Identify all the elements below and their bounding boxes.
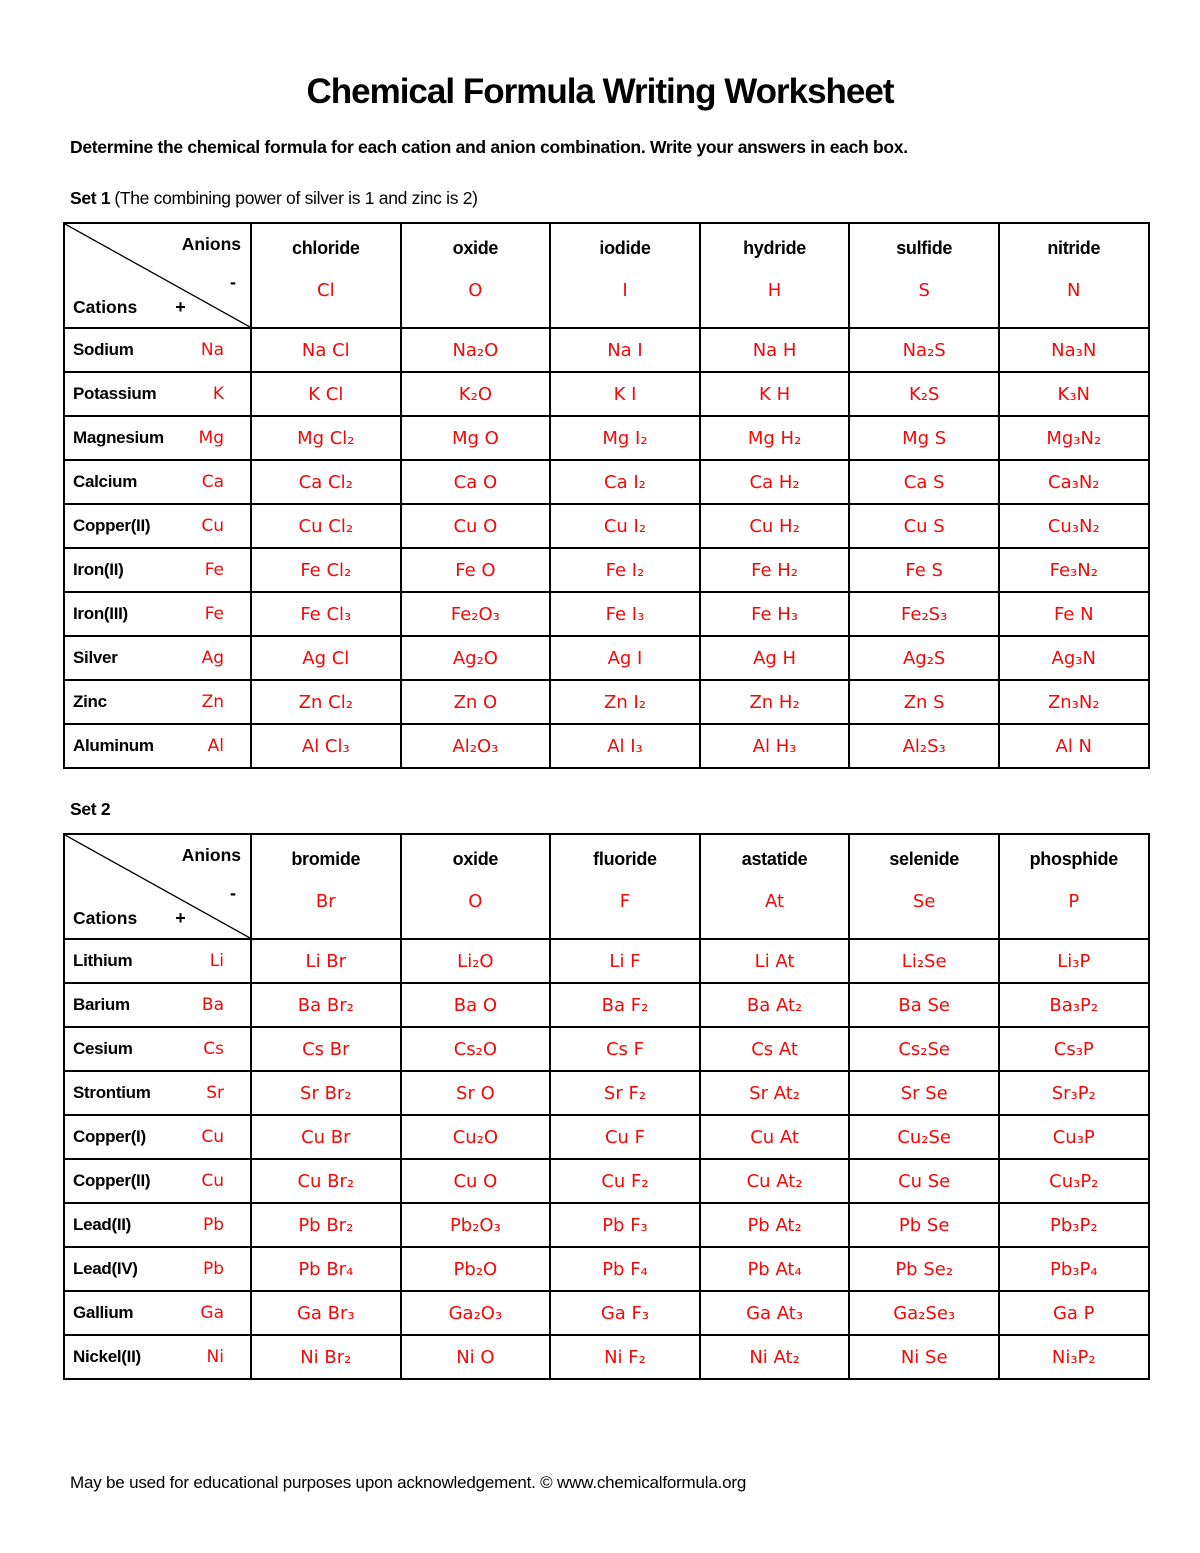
- table-row: [64, 328, 1149, 372]
- cation-symbol: Ga: [200, 1303, 224, 1323]
- cation-cell: [64, 1291, 251, 1335]
- cation-cell: [64, 460, 251, 504]
- formula-cell: Fe H₃: [700, 592, 850, 636]
- formula-cell: Zn O: [401, 680, 551, 724]
- formula-cell: Ni₃P₂: [999, 1335, 1149, 1379]
- formula-cell: Pb₂O: [401, 1247, 551, 1291]
- formula-cell: Ga At₃: [700, 1291, 850, 1335]
- table-row: [64, 460, 1149, 504]
- cation-name: Copper(II): [73, 1171, 151, 1190]
- cation-inner: [73, 340, 224, 360]
- table-row: [64, 1247, 1149, 1291]
- set-2-label: [70, 799, 1200, 820]
- cation-symbol: Ag: [201, 648, 224, 668]
- anion-name: iodide: [599, 238, 651, 258]
- cation-name: Copper(II): [73, 516, 151, 535]
- cation-symbol: Cu: [201, 516, 224, 536]
- formula-cell: Pb At₄: [700, 1247, 850, 1291]
- cation-cell: [64, 1115, 251, 1159]
- cation-cell: [64, 416, 251, 460]
- formula-cell: Li At: [700, 939, 850, 983]
- formula-cell: Fe Cl₃: [251, 592, 401, 636]
- footer-note: May be used for educational purposes upon acknowledgement. © www.chemicalformula.org: [70, 1473, 747, 1492]
- table-row: [64, 548, 1149, 592]
- formula-cell: Pb Br₂: [251, 1203, 401, 1247]
- formula-cell: Ba Br₂: [251, 983, 401, 1027]
- cation-cell: [64, 548, 251, 592]
- cation-symbol: Cu: [201, 1171, 224, 1191]
- cation-symbol: Li: [209, 951, 224, 971]
- set-1-label-text: Set 1: [70, 188, 111, 208]
- formula-cell: Zn H₂: [700, 680, 850, 724]
- formula-cell: Cu Br: [251, 1115, 401, 1159]
- cation-cell: [64, 983, 251, 1027]
- formula-cell: Zn I₂: [550, 680, 700, 724]
- formula-cell: Cu O: [401, 1159, 551, 1203]
- formula-cell: Ga P: [999, 1291, 1149, 1335]
- cation-name: Cesium: [73, 1039, 133, 1058]
- formula-cell: Ag I: [550, 636, 700, 680]
- cation-name: Sodium: [73, 340, 134, 359]
- table-row: [64, 1159, 1149, 1203]
- anion-header-cell: [550, 834, 700, 939]
- corner-plus-sign: +: [175, 297, 186, 317]
- formula-cell: Sr Se: [849, 1071, 999, 1115]
- anion-header-cell: [700, 223, 850, 328]
- formula-cell: Cs₂Se: [849, 1027, 999, 1071]
- formula-cell: Fe₃N₂: [999, 548, 1149, 592]
- table-row: [64, 1335, 1149, 1379]
- cation-cell: [64, 1159, 251, 1203]
- corner-minus-sign: -: [230, 883, 236, 903]
- cation-symbol: Ca: [201, 472, 224, 492]
- formula-cell: Ga₂Se₃: [849, 1291, 999, 1335]
- formula-cell: Ga F₃: [550, 1291, 700, 1335]
- formula-cell: Fe H₂: [700, 548, 850, 592]
- formula-cell: Ba At₂: [700, 983, 850, 1027]
- table-row: [64, 680, 1149, 724]
- formula-cell: Mg I₂: [550, 416, 700, 460]
- cation-inner: [73, 384, 224, 404]
- cation-symbol: Cu: [201, 1127, 224, 1147]
- cation-name: Silver: [73, 648, 118, 667]
- cation-inner: [73, 995, 224, 1015]
- corner-cations-text: Cations: [73, 908, 138, 928]
- cation-cell: [64, 680, 251, 724]
- anion-name: fluoride: [593, 849, 657, 869]
- anion-name: nitride: [1047, 238, 1101, 258]
- cation-inner: [73, 1215, 224, 1235]
- anion-symbol: S: [918, 280, 930, 301]
- set-2-label-text: Set 2: [70, 799, 111, 819]
- formula-cell: Cu Cl₂: [251, 504, 401, 548]
- formula-cell: Cu Se: [849, 1159, 999, 1203]
- cation-inner: [73, 736, 224, 756]
- formula-cell: Ba F₂: [550, 983, 700, 1027]
- cation-inner: [73, 472, 224, 492]
- formula-cell: Pb₂O₃: [401, 1203, 551, 1247]
- table-row: [64, 592, 1149, 636]
- anion-symbol: O: [468, 891, 483, 912]
- table-row: [64, 1071, 1149, 1115]
- anion-symbol: P: [1068, 891, 1080, 912]
- formula-cell: Fe I₂: [550, 548, 700, 592]
- formula-cell: Ca Cl₂: [251, 460, 401, 504]
- formula-cell: K₂S: [849, 372, 999, 416]
- cation-inner: [73, 516, 224, 536]
- cation-symbol: Cs: [203, 1039, 224, 1059]
- anion-header-cell: [999, 834, 1149, 939]
- anion-header-cell: [401, 223, 551, 328]
- cation-symbol: Pb: [202, 1215, 224, 1235]
- formula-cell: Li₃P: [999, 939, 1149, 983]
- formula-cell: Cu₂O: [401, 1115, 551, 1159]
- corner-minus-sign: -: [230, 272, 236, 292]
- formula-cell: Cu Br₂: [251, 1159, 401, 1203]
- cation-symbol: Mg: [198, 428, 224, 448]
- formula-cell: Pb F₄: [550, 1247, 700, 1291]
- formula-cell: Sr F₂: [550, 1071, 700, 1115]
- cation-inner: [73, 428, 224, 448]
- cation-symbol: Ni: [206, 1347, 224, 1367]
- cation-name: Copper(I): [73, 1127, 146, 1146]
- formula-cell: Cs At: [700, 1027, 850, 1071]
- cation-inner: [73, 1303, 224, 1323]
- anion-name: sulfide: [896, 238, 953, 258]
- cation-symbol: K: [212, 384, 224, 404]
- formula-cell: Fe O: [401, 548, 551, 592]
- anion-symbol: Cl: [317, 280, 335, 301]
- formula-cell: Al I₃: [550, 724, 700, 768]
- cation-symbol: Pb: [202, 1259, 224, 1279]
- cation-name: Calcium: [73, 472, 138, 491]
- formula-cell: Ca S: [849, 460, 999, 504]
- cation-symbol: Fe: [204, 560, 224, 580]
- formula-cell: Fe₂O₃: [401, 592, 551, 636]
- formula-cell: Ag₃N: [999, 636, 1149, 680]
- formula-cell: Mg O: [401, 416, 551, 460]
- table-row: [64, 504, 1149, 548]
- formula-cell: Mg S: [849, 416, 999, 460]
- formula-cell: Cu H₂: [700, 504, 850, 548]
- formula-cell: Cu F₂: [550, 1159, 700, 1203]
- formula-cell: Ag H: [700, 636, 850, 680]
- formula-cell: Fe₂S₃: [849, 592, 999, 636]
- formula-cell: Al₂O₃: [401, 724, 551, 768]
- formula-cell: Pb₃P₂: [999, 1203, 1149, 1247]
- formula-cell: Al Cl₃: [251, 724, 401, 768]
- formula-cell: Cu₂Se: [849, 1115, 999, 1159]
- table-row: [64, 1203, 1149, 1247]
- formula-cell: Zn₃N₂: [999, 680, 1149, 724]
- anion-symbol: Se: [912, 891, 936, 912]
- anion-name: oxide: [452, 849, 499, 869]
- formula-cell: Cu F: [550, 1115, 700, 1159]
- formula-cell: Cu₃N₂: [999, 504, 1149, 548]
- cation-name: Zinc: [73, 692, 107, 711]
- anion-symbol: I: [622, 280, 628, 301]
- formula-cell: Li₂Se: [849, 939, 999, 983]
- formula-cell: Ni Br₂: [251, 1335, 401, 1379]
- formula-cell: Ni At₂: [700, 1335, 850, 1379]
- set-1-label-note: (The combining power of silver is 1 and zinc is 2): [114, 188, 478, 208]
- formula-cell: Mg₃N₂: [999, 416, 1149, 460]
- formula-cell: Sr At₂: [700, 1071, 850, 1115]
- formula-cell: Pb Se₂: [849, 1247, 999, 1291]
- formula-cell: K H: [700, 372, 850, 416]
- cation-inner: [73, 1083, 224, 1103]
- formula-cell: Ag₂O: [401, 636, 551, 680]
- table-row: [64, 1115, 1149, 1159]
- cation-inner: [73, 1259, 224, 1279]
- cation-symbol: Sr: [206, 1083, 224, 1103]
- formula-cell: K₂O: [401, 372, 551, 416]
- formula-cell: Ba O: [401, 983, 551, 1027]
- anion-header-cell: [849, 834, 999, 939]
- corner-cations-label: [73, 908, 186, 929]
- corner-cations-label: [73, 297, 186, 318]
- cation-cell: [64, 1335, 251, 1379]
- cation-symbol: Na: [200, 340, 224, 360]
- cation-name: Iron(III): [73, 604, 128, 623]
- anion-symbol: At: [765, 891, 785, 912]
- formula-cell: Pb F₃: [550, 1203, 700, 1247]
- cation-cell: [64, 1071, 251, 1115]
- cation-inner: [73, 692, 224, 712]
- cation-inner: [73, 604, 224, 624]
- cation-inner: [73, 1039, 224, 1059]
- anion-symbol: N: [1067, 280, 1081, 301]
- formula-cell: K I: [550, 372, 700, 416]
- set-1-header-row: [64, 223, 1149, 328]
- cation-symbol: Ba: [201, 995, 224, 1015]
- corner-cations-text: Cations: [73, 297, 138, 317]
- anion-name: phosphide: [1029, 849, 1118, 869]
- page-title: Chemical Formula Writing Worksheet: [306, 72, 894, 111]
- formula-cell: Sr Br₂: [251, 1071, 401, 1115]
- cation-name: Strontium: [73, 1083, 151, 1102]
- cation-name: Iron(II): [73, 560, 124, 579]
- set-1-label: [70, 188, 1200, 209]
- formula-cell: Na H: [700, 328, 850, 372]
- formula-cell: Na₂O: [401, 328, 551, 372]
- cation-name: Potassium: [73, 384, 157, 403]
- set-2-header-row: [64, 834, 1149, 939]
- anion-name: oxide: [452, 238, 499, 258]
- cation-inner: [73, 951, 224, 971]
- cation-name: Nickel(II): [73, 1347, 141, 1366]
- formula-cell: Ca₃N₂: [999, 460, 1149, 504]
- anion-symbol: F: [619, 891, 631, 912]
- cation-cell: [64, 636, 251, 680]
- anion-name: bromide: [291, 849, 361, 869]
- formula-cell: Na I: [550, 328, 700, 372]
- cation-name: Lithium: [73, 951, 133, 970]
- formula-cell: Sr O: [401, 1071, 551, 1115]
- anion-header-cell: [401, 834, 551, 939]
- cation-symbol: Zn: [201, 692, 224, 712]
- cation-cell: [64, 1247, 251, 1291]
- formula-cell: Al₂S₃: [849, 724, 999, 768]
- cation-name: Magnesium: [73, 428, 164, 447]
- formula-cell: Fe S: [849, 548, 999, 592]
- formula-cell: Ga Br₃: [251, 1291, 401, 1335]
- corner-plus-sign: +: [175, 908, 186, 928]
- formula-cell: Cs₂O: [401, 1027, 551, 1071]
- formula-cell: Ca H₂: [700, 460, 850, 504]
- cation-cell: [64, 372, 251, 416]
- formula-cell: Sr₃P₂: [999, 1071, 1149, 1115]
- anion-name: selenide: [889, 849, 959, 869]
- formula-cell: Cs₃P: [999, 1027, 1149, 1071]
- formula-cell: Ga₂O₃: [401, 1291, 551, 1335]
- formula-cell: Pb Se: [849, 1203, 999, 1247]
- formula-cell: Al N: [999, 724, 1149, 768]
- cation-inner: [73, 1171, 224, 1191]
- formula-cell: Na₂S: [849, 328, 999, 372]
- set-2-table: [63, 833, 1150, 1380]
- formula-cell: Ba₃P₂: [999, 983, 1149, 1027]
- anion-name: chloride: [291, 238, 360, 258]
- table-row: [64, 372, 1149, 416]
- cation-inner: [73, 560, 224, 580]
- formula-cell: Ni O: [401, 1335, 551, 1379]
- cation-inner: [73, 1347, 224, 1367]
- formula-cell: Mg H₂: [700, 416, 850, 460]
- formula-cell: Li₂O: [401, 939, 551, 983]
- formula-cell: Cu At: [700, 1115, 850, 1159]
- anion-header-cell: [550, 223, 700, 328]
- formula-cell: Fe I₃: [550, 592, 700, 636]
- anion-symbol: O: [468, 280, 483, 301]
- cation-symbol: Fe: [204, 604, 224, 624]
- anion-header-cell: [251, 834, 401, 939]
- sets-container: [0, 188, 1200, 1380]
- formula-cell: Pb Br₄: [251, 1247, 401, 1291]
- anion-symbol: Br: [315, 891, 336, 912]
- corner-anions-label: Anions: [181, 234, 241, 254]
- formula-cell: K₃N: [999, 372, 1149, 416]
- formula-cell: Cu S: [849, 504, 999, 548]
- formula-cell: Na Cl: [251, 328, 401, 372]
- formula-cell: Cu₃P₂: [999, 1159, 1149, 1203]
- cation-name: Barium: [73, 995, 130, 1014]
- formula-cell: Zn S: [849, 680, 999, 724]
- cation-cell: [64, 592, 251, 636]
- table-row: [64, 724, 1149, 768]
- cation-inner: [73, 1127, 224, 1147]
- cation-inner: [73, 648, 224, 668]
- set-1-corner-cell: [64, 223, 251, 328]
- formula-cell: Pb At₂: [700, 1203, 850, 1247]
- formula-cell: Pb₃P₄: [999, 1247, 1149, 1291]
- formula-cell: Ni F₂: [550, 1335, 700, 1379]
- anion-header-cell: [849, 223, 999, 328]
- instructions-text: Determine the chemical formula for each cation and anion combination. Write your answers in each box.: [70, 137, 908, 157]
- table-row: [64, 983, 1149, 1027]
- table-row: [64, 1027, 1149, 1071]
- anion-name: hydride: [743, 238, 807, 258]
- set-1-table: [63, 222, 1150, 769]
- table-row: [64, 939, 1149, 983]
- formula-cell: Ag₂S: [849, 636, 999, 680]
- formula-cell: Ag Cl: [251, 636, 401, 680]
- anion-header-cell: [700, 834, 850, 939]
- table-row: [64, 636, 1149, 680]
- anion-header-cell: [999, 223, 1149, 328]
- anion-name: astatide: [741, 849, 808, 869]
- formula-cell: Cs F: [550, 1027, 700, 1071]
- cation-cell: [64, 1027, 251, 1071]
- formula-cell: Li Br: [251, 939, 401, 983]
- anion-symbol: H: [767, 280, 782, 301]
- set-2-corner-cell: [64, 834, 251, 939]
- cation-name: Gallium: [73, 1303, 134, 1322]
- formula-cell: Cu O: [401, 504, 551, 548]
- cation-cell: [64, 724, 251, 768]
- corner-anions-label: Anions: [181, 845, 241, 865]
- cation-cell: [64, 1203, 251, 1247]
- formula-cell: Cs Br: [251, 1027, 401, 1071]
- formula-cell: Li F: [550, 939, 700, 983]
- cation-name: Lead(IV): [73, 1259, 138, 1278]
- formula-cell: Ca I₂: [550, 460, 700, 504]
- formula-cell: Fe N: [999, 592, 1149, 636]
- formula-cell: Ba Se: [849, 983, 999, 1027]
- table-row: [64, 1291, 1149, 1335]
- cation-cell: [64, 939, 251, 983]
- formula-cell: Ca O: [401, 460, 551, 504]
- formula-cell: Al H₃: [700, 724, 850, 768]
- cation-name: Lead(II): [73, 1215, 132, 1234]
- table-row: [64, 416, 1149, 460]
- cation-name: Aluminum: [73, 736, 154, 755]
- cation-cell: [64, 328, 251, 372]
- formula-cell: Cu₃P: [999, 1115, 1149, 1159]
- formula-cell: Ni Se: [849, 1335, 999, 1379]
- formula-cell: Cu I₂: [550, 504, 700, 548]
- formula-cell: Na₃N: [999, 328, 1149, 372]
- formula-cell: Fe Cl₂: [251, 548, 401, 592]
- formula-cell: K Cl: [251, 372, 401, 416]
- formula-cell: Zn Cl₂: [251, 680, 401, 724]
- cation-symbol: Al: [207, 736, 224, 756]
- formula-cell: Mg Cl₂: [251, 416, 401, 460]
- formula-cell: Cu At₂: [700, 1159, 850, 1203]
- cation-cell: [64, 504, 251, 548]
- anion-header-cell: [251, 223, 401, 328]
